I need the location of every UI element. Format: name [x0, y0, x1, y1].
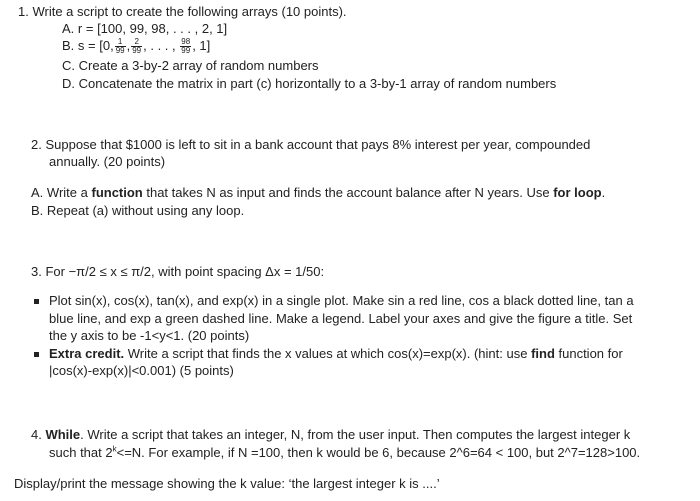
- q1-item-c: [62, 58, 319, 74]
- fraction-2-num: 2: [131, 38, 142, 47]
- q2-item-a-bold-forloop: for loop: [553, 185, 602, 200]
- bullet-icon: [34, 352, 39, 357]
- q3-bullet2-rest: Write a script that finds the x values at which cos(x)=exp(x). (hint: use: [124, 346, 532, 361]
- q2-line2: annually. (20 points): [49, 154, 166, 169]
- q3-bullet2-line2: |cos(x)-exp(x)|<0.001) (5 points): [49, 363, 234, 378]
- q3-header: [31, 264, 324, 280]
- while-keyword: While: [45, 427, 81, 442]
- q1-item-b-prefix: s = [0,: [77, 38, 114, 53]
- q3-bullet2-line1: [49, 346, 623, 362]
- q1-item-b-ellipsis: , . . . ,: [143, 38, 176, 53]
- q4-line1-text: . Write a script that takes an integer, N, from the user input. Then computes the largest integer k: [80, 427, 631, 442]
- fraction-2-den: 99: [132, 46, 142, 56]
- fraction-1: [115, 38, 126, 55]
- q1-title-text: Write a script to create the following arrays (10 points).: [32, 4, 347, 19]
- q1-item-a-letter: A.: [62, 21, 75, 36]
- q2-line1: [31, 137, 590, 153]
- fraction-2: [131, 38, 142, 55]
- fraction-3-num: 98: [181, 37, 191, 47]
- q2-item-a-bold-function: function: [91, 185, 143, 200]
- q3-bullet1-line1: Plot sin(x), cos(x), tan(x), and exp(x) in a single plot. Make sin a red line, cos a black dotted line, tan a: [49, 293, 634, 308]
- bullet-icon: [34, 299, 39, 304]
- q2-item-a-letter: A.: [31, 185, 44, 200]
- q2-item-a: [31, 185, 605, 201]
- q3-bullet1-line2: blue line, and exp a green dashed line. Make a legend. Label your axes and give the figure a title. Set: [49, 311, 633, 326]
- fraction-3: [180, 38, 191, 55]
- q2-number: 2.: [31, 137, 42, 152]
- q2-item-b-text: Repeat (a) without using any loop.: [46, 203, 245, 218]
- footer-instruction: Display/print the message showing the k value: ‘the largest integer k is ....’: [14, 476, 440, 491]
- q1-item-b-letter: B.: [62, 38, 75, 53]
- q1-item-c-text: Create a 3-by-2 array of random numbers: [78, 58, 319, 73]
- q2-item-b-letter: B.: [31, 203, 44, 218]
- q2-item-a-post: .: [601, 185, 606, 200]
- q3-bullet1-line3: the y axis to be -1<y<1. (20 points): [49, 328, 250, 343]
- q1-item-b-suffix: , 1]: [192, 38, 211, 53]
- q4-exponent: k: [112, 444, 117, 454]
- q1-item-d-text: Concatenate the matrix in part (c) horizontally to a 3-by-1 array of random numbers: [78, 76, 557, 91]
- q2-item-a-mid: that takes N as input and finds the account balance after N years. Use: [142, 185, 554, 200]
- q1-item-a: [62, 21, 227, 37]
- q1-item-d: [62, 76, 556, 92]
- find-keyword: find: [531, 346, 555, 361]
- fraction-1-den: 99: [115, 46, 125, 56]
- q2-line1-text: Suppose that $1000 is left to sit in a bank account that pays 8% interest per year, compounded: [45, 137, 591, 152]
- q1-item-b: B. s = [0, $\frac{1}{99}$ , $\frac{2}{99}$ , . . . , $\frac{98}{99}$ , 1]: [62, 37, 211, 56]
- q4-line2: [49, 445, 640, 461]
- q4-line2-post: <=N. For example, if N =100, then k would be 6, because 2^6=64 < 100, but 2^7=128>100.: [116, 445, 641, 460]
- q3-header-text: For −π/2 ≤ x ≤ π/2, with point spacing Δx = 1/50:: [45, 264, 325, 279]
- q4-line1: [31, 427, 630, 443]
- q1-item-a-text: r = [100, 99, 98, . . . , 2, 1]: [77, 21, 228, 36]
- fraction-3-den: 99: [181, 46, 191, 56]
- q2-item-a-pre: Write a: [46, 185, 92, 200]
- fraction-1-num: 1: [115, 38, 126, 47]
- q3-number: 3.: [31, 264, 42, 279]
- extra-credit-label: Extra credit.: [49, 346, 125, 361]
- q4-line2-pre: such that 2: [49, 445, 113, 460]
- q2-item-b: [31, 203, 244, 219]
- q1-item-d-letter: D.: [62, 76, 75, 91]
- q1-title: [18, 4, 347, 20]
- q4-number: 4.: [31, 427, 42, 442]
- q3-bullet2-rest2: function for: [554, 346, 623, 361]
- q1-number: 1.: [18, 4, 29, 19]
- q1-item-c-letter: C.: [62, 58, 75, 73]
